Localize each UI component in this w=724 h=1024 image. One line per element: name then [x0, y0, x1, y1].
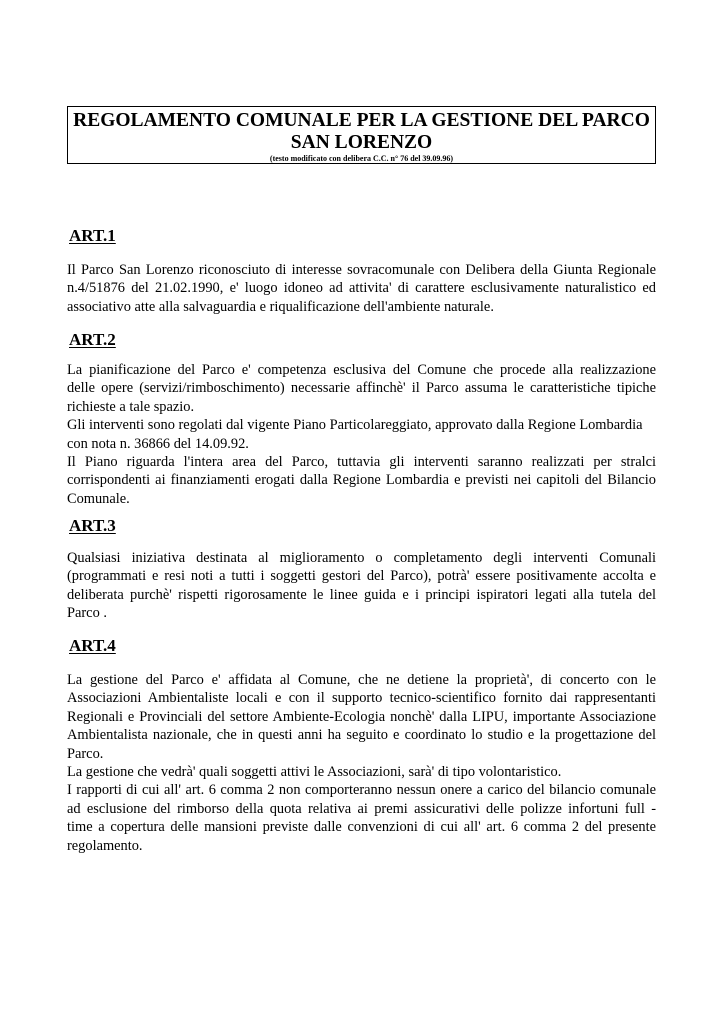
text-line: time a copertura delle mansioni previste dalle convenzioni di cui all' art. 6 comma 2 del presente	[67, 819, 656, 836]
article-2-heading: ART.2	[69, 330, 116, 349]
text-line: (programmati e resi noti a tutti i soggetti gestori del Parco), potrà' essere positivamente accolta e	[67, 568, 656, 585]
text-line: Il Parco San Lorenzo riconosciuto di interesse sovracomunale con Delibera della Giunta Regionale	[67, 262, 656, 278]
text-line: Ambientalista nazionale, che in questi anni ha seguito e coordinato lo studio e la progettazione del	[67, 727, 656, 744]
text-line: corrispondenti ai finanziamenti erogati dalla Regione Lombardia e previsti nei capitoli del Bilancio	[67, 472, 656, 489]
text-line: Regionali e Provinciali del settore Ambiente-Ecologia nonchè' dalla LIPU, importante Associazione	[67, 708, 656, 725]
text-line: n.4/51876 del 21.02.1990, e' luogo idoneo ad attivita' di carattere esclusivamente naturalistico ed	[67, 280, 656, 297]
text-line: Qualsiasi iniziativa destinata al miglioramento o completamento degli interventi Comunali	[67, 550, 656, 566]
text-line: deliberata purchè' rispetti rigorosamente le linee guida e i principi ispiratori legati alla tutela del	[67, 586, 656, 603]
article-4-heading: ART.4	[69, 636, 116, 655]
text-line: Associazioni Ambientaliste locali e con il supporto tecnico-scientifico fornito dai rappresentanti	[67, 690, 656, 707]
text-line: richieste a tale spazio.	[67, 398, 195, 415]
article-1-text	[67, 261, 656, 316]
article-3-text	[67, 549, 656, 623]
text-line: ad esclusione del rimborso della quota relativa ai premi assicurativi delle polizze infortuni full -	[67, 800, 656, 817]
text-line: Gli interventi sono regolati dal vigente Piano Particolareggiato, approvato dalla Regione Lombardia	[67, 417, 643, 434]
document-subtitle: (testo modificato con delibera C.C. n° 76 del 39.09.96)	[269, 154, 454, 163]
title-box	[67, 106, 656, 164]
text-line: Comunale.	[67, 490, 130, 507]
text-line: delle opere (servizi/rimboschimento) necessarie affinchè' il Parco assuma le caratteristiche tipiche	[67, 380, 656, 397]
text-line: I rapporti di cui all' art. 6 comma 2 non comporteranno nessun onere a carico del bilancio comunale	[67, 782, 656, 799]
text-line: associativo atte alla salvaguardia e riqualificazione dell'ambiente naturale.	[67, 298, 494, 315]
text-line: La pianificazione del Parco e' competenza esclusiva del Comune che procede alla realizzazione	[67, 362, 656, 378]
text-line: Il Piano riguarda l'intera area del Parco, tuttavia gli interventi saranno realizzati per stralci	[67, 454, 656, 471]
text-line: Parco.	[67, 745, 104, 762]
article-1-heading: ART.1	[69, 226, 116, 245]
article-3-heading: ART.3	[69, 516, 116, 535]
text-line: La gestione del Parco e' affidata al Comune, che ne detiene la proprietà', di concerto con le	[67, 672, 656, 688]
text-line: Parco .	[67, 605, 107, 622]
document-title-line-1: REGOLAMENTO COMUNALE PER LA GESTIONE DEL PARCO	[73, 110, 650, 131]
text-line: La gestione che vedrà' quali soggetti attivi le Associazioni, sarà' di tipo volontaristico.	[67, 764, 562, 781]
article-2-text	[67, 361, 656, 508]
document-title-line-2: SAN LORENZO	[290, 132, 433, 153]
text-line: regolamento.	[67, 837, 143, 854]
text-line: con nota n. 36866 del 14.09.92.	[67, 435, 249, 452]
article-4-text	[67, 671, 656, 855]
